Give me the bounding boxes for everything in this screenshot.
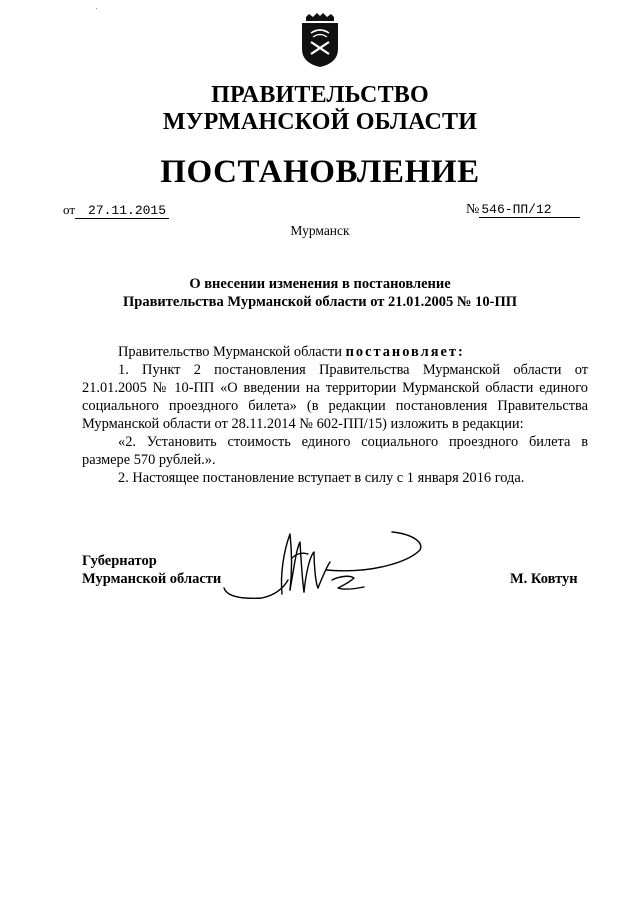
coat-of-arms-icon: [299, 12, 341, 68]
subject-line2: Правительства Мурманской области от 21.01.2005 № 10-ПП: [122, 294, 518, 310]
signer-name: М. Ковтун: [510, 571, 578, 587]
government-name-line2: МУРМАНСКОЙ ОБЛАСТИ: [162, 109, 478, 135]
paragraph-2: «2. Установить стоимость единого социального проездного билета в размере 570 рублей.».: [82, 434, 588, 468]
government-name: [0, 82, 640, 136]
signer-title-line2: Мурманской области: [82, 571, 222, 587]
city-name: Мурманск: [290, 223, 350, 238]
intro-decree-verb: постановляет:: [345, 344, 465, 360]
date-field: [63, 202, 169, 218]
scan-speck: [96, 8, 97, 9]
document-subject: [0, 275, 640, 311]
date-prefix: от: [63, 202, 76, 217]
government-name-line1: ПРАВИТЕЛЬСТВО: [211, 82, 429, 108]
paragraph-3: 2. Настоящее постановление вступает в силу с 1 января 2016 года.: [118, 470, 525, 486]
document-type-title: ПОСТАНОВЛЕНИЕ: [160, 154, 480, 190]
subject-line1: О внесении изменения в постановление: [189, 276, 451, 292]
intro-plain-text: Правительство Мурманской области: [118, 344, 346, 360]
signer-title-line1: Губернатор: [82, 553, 157, 569]
signer-title: [82, 552, 221, 588]
number-field: [466, 202, 580, 218]
intro-paragraph: [82, 343, 588, 361]
paragraph-1: 1. Пункт 2 постановления Правительства Мурманской области от 21.01.2005 № 10-ПП «О введении на территории Мурманской области единого социального проездного билета» (в редакции постановления Правительства Мурманской области от 28.11.2014 № 602-ПП/15) изложить в редакции:: [82, 362, 588, 432]
document-body: [82, 343, 588, 487]
number-value: 546-ПП/12: [479, 202, 579, 218]
handwritten-signature-icon: [222, 528, 432, 608]
date-value: 27.11.2015: [75, 203, 169, 219]
number-prefix: №: [466, 202, 480, 217]
